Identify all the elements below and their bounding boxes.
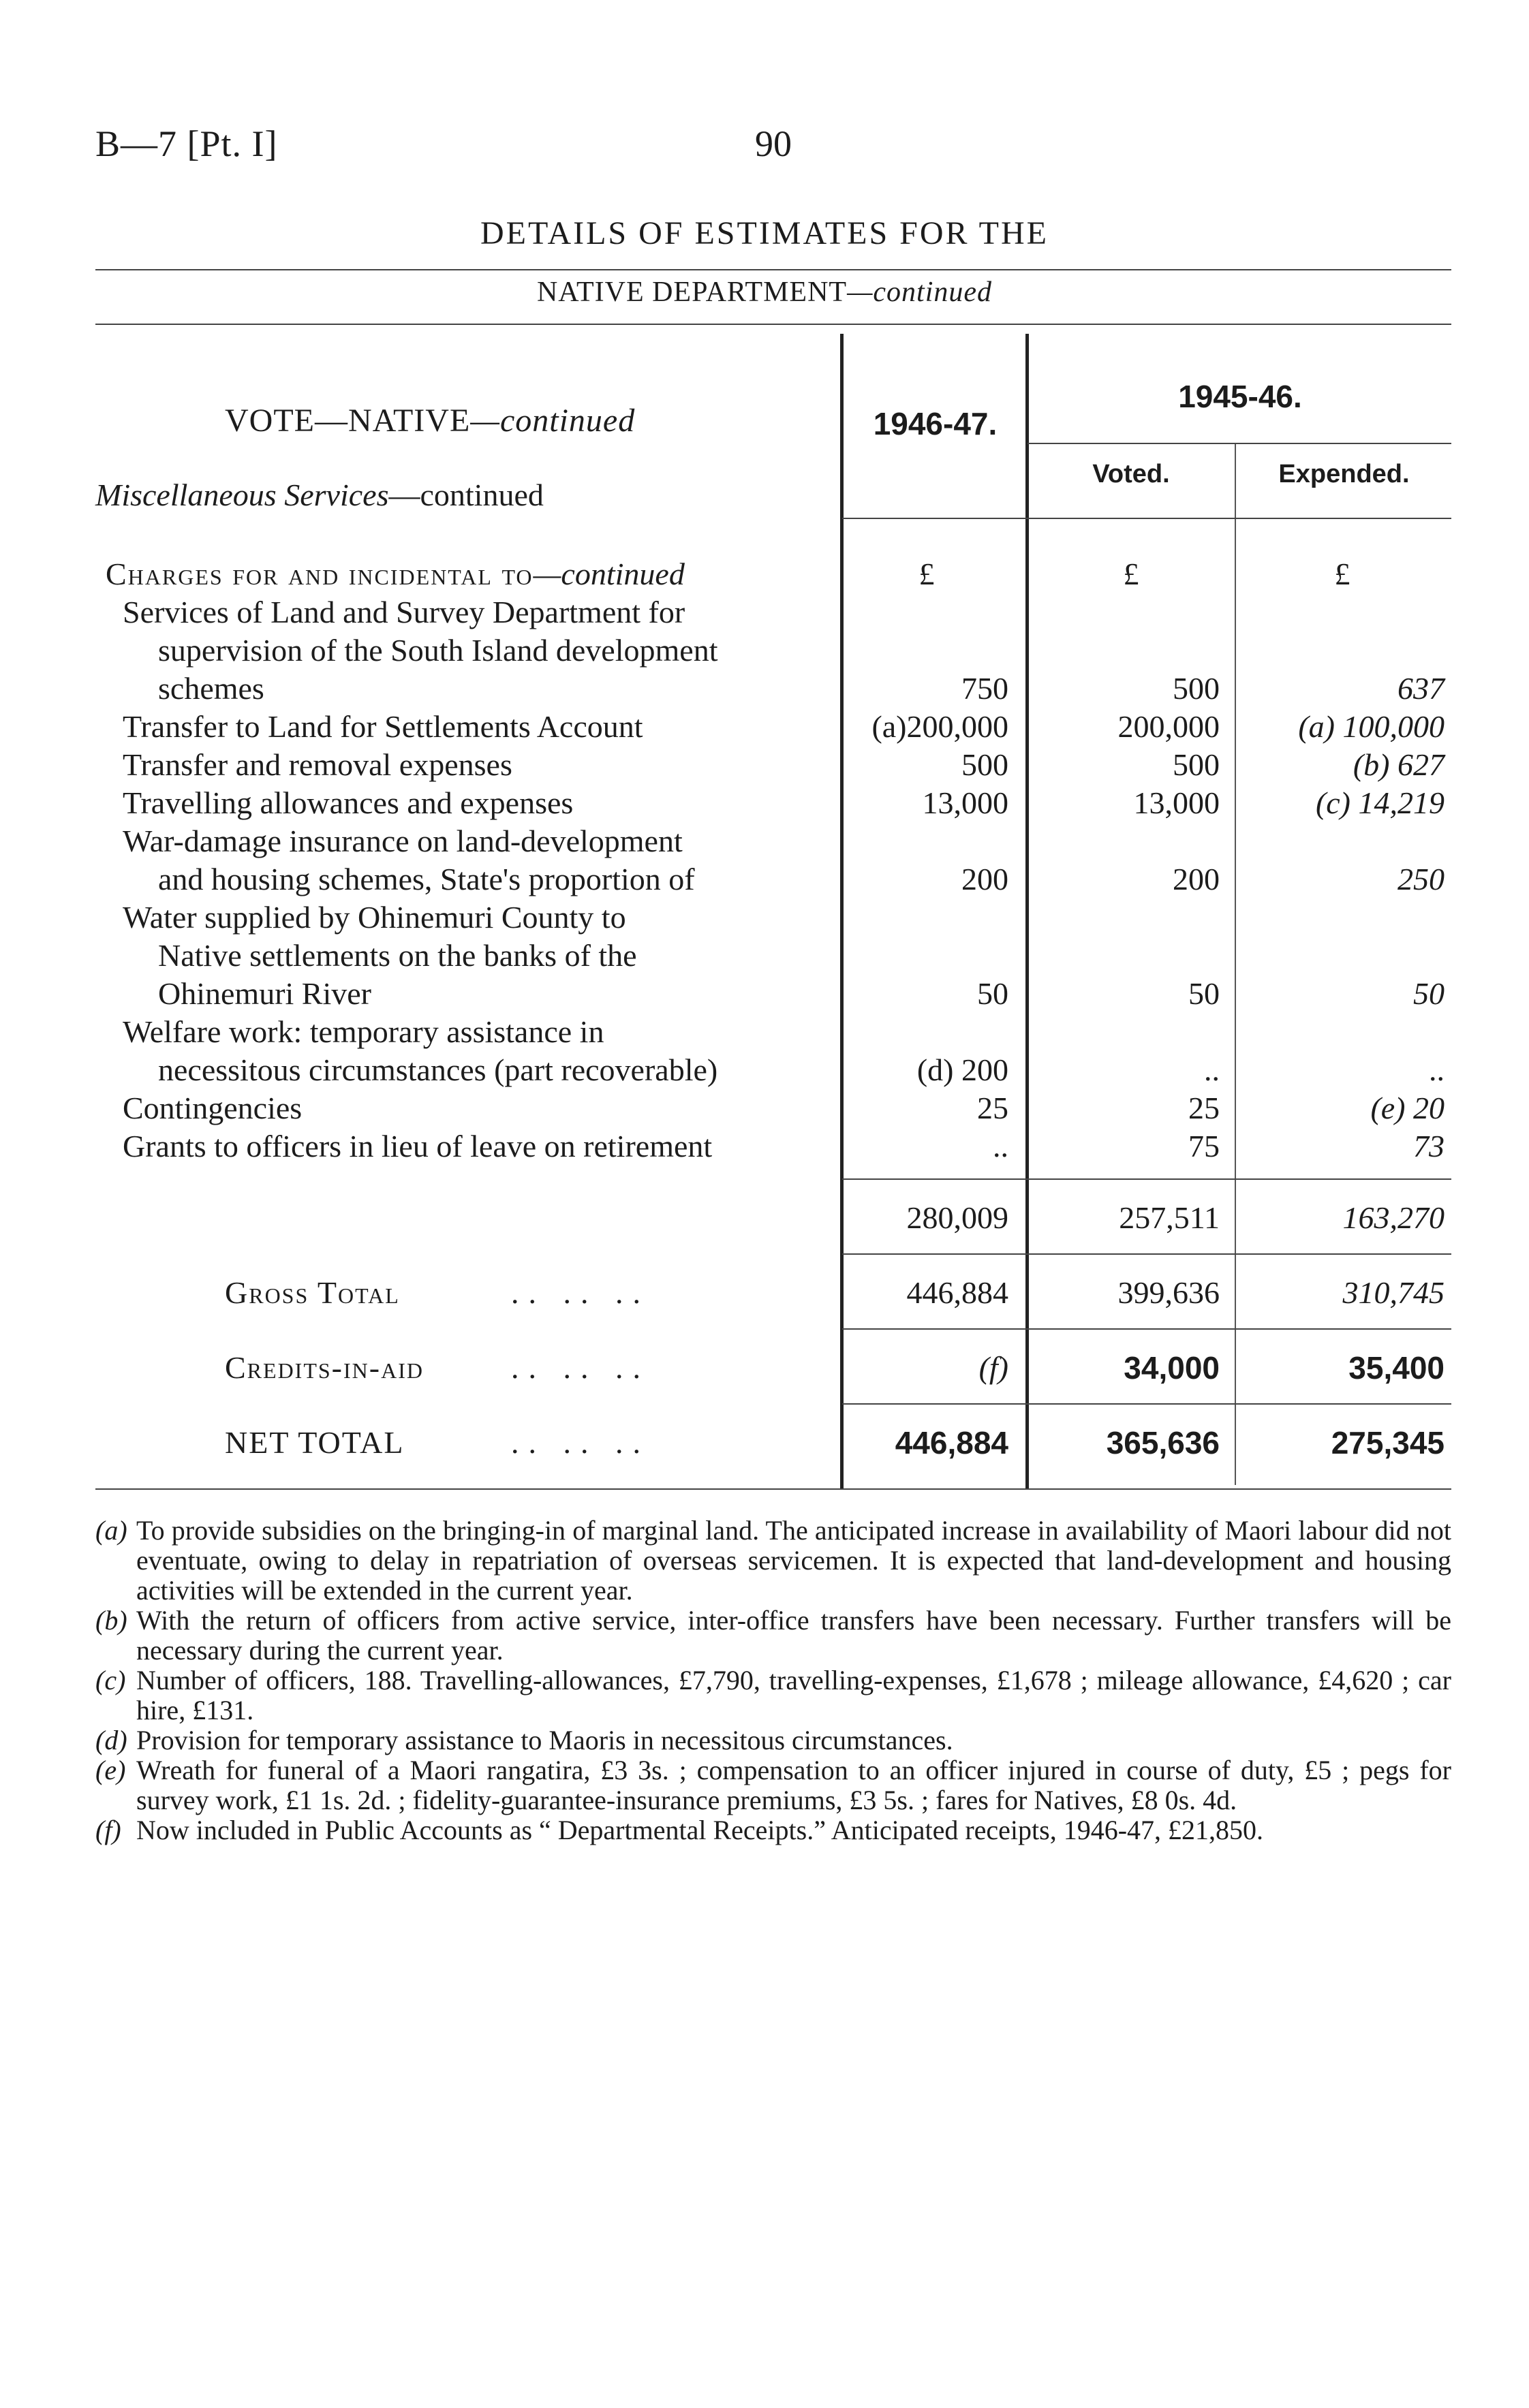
row-value-c3: 50: [1413, 976, 1445, 1011]
footnote-text: Now included in Public Accounts as “ Departmental Receipts.” Anticipated receipts, 1946-47, £21,850.: [136, 1815, 1264, 1845]
charges-suffix: —continued: [533, 557, 685, 591]
row-value-c1: 50: [977, 976, 1008, 1011]
title-rule: [95, 269, 1451, 270]
row-label: Contingencies: [123, 1091, 303, 1125]
subtotal-voted: 257,511: [1119, 1200, 1220, 1235]
row-value-c2: 25: [1188, 1091, 1220, 1125]
column-expended: Expended.: [1278, 460, 1410, 488]
currency-3: £: [1334, 557, 1350, 591]
footnote-key: (d): [95, 1725, 127, 1755]
footnote-text: Wreath for funeral of a Maori rangatira, £3 3s. ; compensation to an officer injured in course of duty, £5 ; pegs for survey work, £1 1s. 2d. ; fidelity-guarantee-insurance premiums, £3 5s. ; fares for Natives, £8 0s. 4d.: [136, 1755, 1451, 1815]
table-row: [0, 593, 1529, 631]
row-value-c3: (c) 14,219: [1315, 785, 1445, 820]
column-1946-47: 1946-47.: [873, 406, 998, 441]
table-row: [0, 670, 1529, 708]
table-row: [0, 975, 1529, 1013]
vote-name: VOTE—NATIVE: [225, 403, 471, 439]
footnote-text: With the return of officers from active service, inter-office transfers have been necessary. Further transfers will be necessary during the current year.: [136, 1605, 1451, 1666]
credits-1946-47: (f): [978, 1350, 1008, 1385]
credits-row: [0, 1349, 1529, 1387]
net-total-row: [0, 1424, 1529, 1462]
row-value-c2: 200,000: [1117, 709, 1220, 744]
row-value-c3: 73: [1413, 1129, 1445, 1163]
table-row: [0, 708, 1529, 746]
department-title: [0, 276, 1529, 309]
footnote-key: (f): [95, 1815, 121, 1845]
row-value-c3: 637: [1397, 671, 1445, 706]
table-bottom-rule: [95, 1488, 1451, 1490]
row-value-c3: (a) 100,000: [1298, 709, 1445, 744]
footnote-text: Provision for temporary assistance to Maoris in necessitous circumstances.: [136, 1725, 953, 1755]
table-row: [0, 1089, 1529, 1127]
gross-expended: 310,745: [1342, 1275, 1445, 1310]
page-title: DETAILS OF ESTIMATES FOR THE: [480, 215, 1049, 251]
row-value-c2: 200: [1173, 862, 1220, 896]
footnote: [95, 1725, 1451, 1755]
gross-total-label: Gross Total .. .. ..: [225, 1275, 650, 1310]
table-row: [0, 1127, 1529, 1166]
footnote: [95, 1755, 1451, 1815]
report-code: B—7 [Pt. I]: [95, 123, 278, 164]
net-voted: 365,636: [1106, 1425, 1220, 1460]
row-label: Ohinemuri River: [158, 976, 371, 1011]
row-value-c1: (d) 200: [916, 1052, 1008, 1087]
column-voted: Voted.: [1092, 460, 1170, 488]
row-value-c1: 25: [977, 1091, 1008, 1125]
footnotes: [95, 1516, 1451, 1845]
currency-1: £: [918, 557, 935, 591]
credits-voted: 34,000: [1124, 1350, 1220, 1386]
row-value-c1: (a)200,000: [871, 709, 1008, 744]
credits-label: Credits-in-aid .. .. ..: [225, 1350, 650, 1385]
charges-heading: [106, 555, 807, 593]
charges-heading-text: Charges for and incidental to: [106, 557, 534, 591]
column-1945-46: 1945-46.: [1178, 379, 1302, 414]
subtotal-expended: 163,270: [1342, 1200, 1445, 1235]
footnote-key: (e): [95, 1755, 126, 1785]
footnote-text: To provide subsidies on the bringing-in of marginal land. The anticipated increase in availability of Maori labour did not eventuate, owing to delay in repatriation of overseas servicemen. It is expected that land-development and housing activities will be extended in the current year.: [136, 1515, 1451, 1606]
row-value-c2: 75: [1188, 1129, 1220, 1163]
net-total-label: NET TOTAL .. .. ..: [225, 1425, 650, 1460]
row-value-c1: 750: [961, 671, 1008, 706]
row-value-c2: 500: [1173, 747, 1220, 782]
subhead-suffix: —continued: [388, 478, 544, 512]
department-name: NATIVE DEPARTMENT: [536, 277, 848, 308]
footnote: [95, 1606, 1451, 1666]
table-row: [0, 937, 1529, 975]
vote-suffix: —continued: [470, 403, 636, 439]
subtitle-rule: [95, 324, 1451, 325]
row-label: schemes: [158, 671, 264, 706]
row-label: Water supplied by Ohinemuri County to: [123, 900, 626, 935]
row-value-c2: ..: [1204, 1052, 1220, 1087]
row-label: Transfer and removal expenses: [123, 747, 512, 782]
row-value-c1: ..: [993, 1129, 1008, 1163]
net-rule: [842, 1403, 1451, 1405]
row-label: necessitous circumstances (part recoverable): [158, 1052, 718, 1087]
net-expended: 275,345: [1331, 1425, 1445, 1460]
row-value-c3: 250: [1397, 862, 1445, 896]
year-header-rule: [1028, 443, 1451, 444]
subhead-name: Miscellaneous Services: [95, 478, 389, 512]
credits-expended: 35,400: [1348, 1350, 1445, 1386]
page-number: 90: [755, 123, 792, 164]
row-label: supervision of the South Island development: [158, 633, 718, 668]
footnote-text: Number of officers, 188. Travelling-allowances, £7,790, travelling-expenses, £1,678 ; mileage allowance, £4,620 ; car hire, £131.: [136, 1665, 1451, 1725]
row-label: Services of Land and Survey Department for: [123, 595, 685, 629]
row-value-c1: 13,000: [922, 785, 1008, 820]
row-value-c3: (b) 627: [1353, 747, 1445, 782]
subhead: [95, 477, 544, 513]
gross-total-row: [0, 1274, 1529, 1312]
footnote-key: (a): [95, 1515, 127, 1546]
credits-text: Credits-in-aid: [225, 1350, 424, 1385]
table-row: [0, 898, 1529, 937]
gross-1946-47: 446,884: [906, 1275, 1008, 1310]
subtotal-1946-47: 280,009: [906, 1200, 1008, 1235]
gross-total-text: Gross Total: [225, 1275, 400, 1310]
row-value-c3: ..: [1429, 1052, 1445, 1087]
footnote: [95, 1516, 1451, 1606]
row-label: Native settlements on the banks of the: [158, 938, 637, 973]
table-row: [0, 746, 1529, 784]
table-row: [0, 860, 1529, 898]
footnote-key: (c): [95, 1665, 126, 1695]
row-label: Transfer to Land for Settlements Account: [123, 709, 643, 744]
vote-heading: [225, 402, 635, 439]
gross-voted: 399,636: [1117, 1275, 1220, 1310]
gross-rule: [842, 1253, 1451, 1255]
header-bottom-rule: [842, 518, 1451, 519]
table-row: [0, 631, 1529, 670]
subtotal-row: [0, 1199, 1529, 1237]
table-row: [0, 822, 1529, 860]
row-value-c1: 500: [961, 747, 1008, 782]
footnote-key: (b): [95, 1605, 127, 1636]
footnote: [95, 1815, 1451, 1845]
charges-heading-row: [0, 555, 1529, 593]
footnote: [95, 1666, 1451, 1725]
row-value-c1: 200: [961, 862, 1008, 896]
row-label: Grants to officers in lieu of leave on retirement: [123, 1129, 713, 1163]
row-value-c3: (e) 20: [1370, 1091, 1445, 1125]
row-label: and housing schemes, State's proportion of: [158, 862, 695, 896]
row-value-c2: 13,000: [1133, 785, 1220, 820]
row-label: Travelling allowances and expenses: [123, 785, 574, 820]
credits-rule: [842, 1328, 1451, 1330]
row-label: Welfare work: temporary assistance in: [123, 1014, 604, 1049]
row-label: War-damage insurance on land-development: [123, 824, 683, 858]
department-suffix: —continued: [847, 277, 993, 308]
table-row: [0, 784, 1529, 822]
row-value-c2: 50: [1188, 976, 1220, 1011]
subtotal-rule: [842, 1178, 1451, 1180]
table-row: [0, 1013, 1529, 1051]
table-row: [0, 1051, 1529, 1089]
net-total-text: NET TOTAL: [225, 1425, 405, 1460]
row-value-c2: 500: [1173, 671, 1220, 706]
net-1946-47: 446,884: [895, 1425, 1008, 1460]
currency-2: £: [1123, 557, 1139, 591]
